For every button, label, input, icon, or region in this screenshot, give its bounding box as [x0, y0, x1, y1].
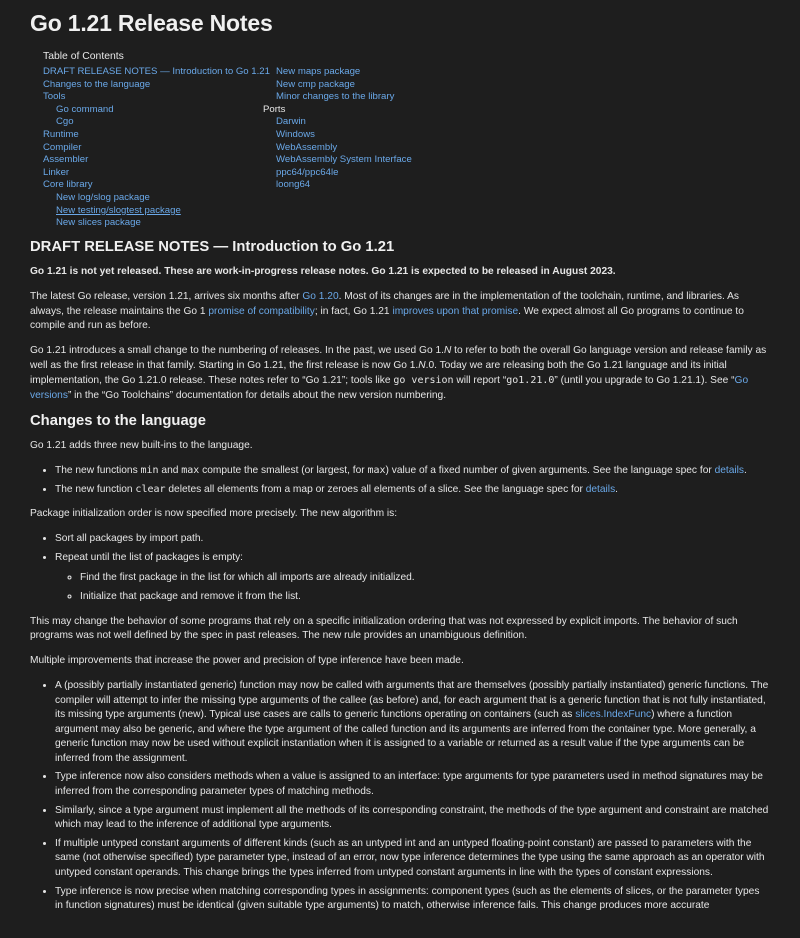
list-item: • Type inference now also considers methods when a value is assigned to an interface: type arguments for type parameters used in method signatures may be inferred from the corresponding parameter types of matching methods.: [55, 770, 770, 799]
list-item: ◦ Find the first package in the list for which all imports are already initialized.: [80, 571, 770, 586]
toc-link-linker[interactable]: Linker: [43, 166, 70, 178]
draft-notice: Go 1.21 is not yet released. These are work-in-progress release notes. Go 1.21 is expected to be released in August 2023.: [30, 266, 616, 277]
type-inference-list: [30, 679, 770, 914]
toc-link-tools[interactable]: Tools: [43, 91, 66, 103]
toc-link-log-slog[interactable]: New log/slog package: [56, 191, 150, 203]
toc-heading: Table of Contents: [43, 51, 124, 62]
list-item: • The new function clear deletes all elements from a map or zeroes all elements of a slice. See the language spec for details.: [55, 483, 770, 498]
intro-paragraph-2: Go 1.21 introduces a small change to the numbering of releases. In the past, we used Go 1.N to refer to both the overall Go language version and release family as well as the first release in that family. Starting in Go 1.21, the first release is now Go 1.N.0. Today we are releasing both the Go 1.21 language and its initial implementation, the Go 1.21.0 release. These notes refer to “Go 1.21”; tools like go version will report “go1.21.0” (until you upgrade to Go 1.21.1). See “Go versions” in the “Go Toolchains” documentation for details about the new version numbering.: [30, 345, 767, 401]
list-item: • The new functions min and max compute the smallest (or largest, for max) value of a fixed number of given arguments. See the language spec for details.: [55, 464, 770, 479]
toc-link-cgo[interactable]: Cgo: [56, 116, 74, 128]
toc-link-wasi[interactable]: WebAssembly System Interface: [276, 154, 412, 166]
toc-link-runtime[interactable]: Runtime: [43, 128, 79, 140]
intro-heading: DRAFT RELEASE NOTES — Introduction to Go 1.21: [30, 239, 395, 255]
table-of-contents: [43, 51, 770, 231]
toc-link-ppc64[interactable]: ppc64/ppc64le: [276, 166, 339, 178]
language-heading: Changes to the language: [30, 413, 206, 430]
page-title: Go 1.21 Release Notes: [30, 10, 273, 36]
toc-column-2: [263, 66, 412, 192]
builtins-intro: Go 1.21 adds three new built-ins to the language.: [30, 440, 253, 452]
toc-column-1: [43, 66, 270, 230]
slices-indexfunc-link[interactable]: slices.IndexFunc: [575, 709, 652, 721]
toc-link-slices[interactable]: New slices package: [56, 217, 141, 229]
list-item: ◦ Initialize that package and remove it from the list.: [80, 590, 770, 605]
toc-link-maps[interactable]: New maps package: [276, 66, 361, 77]
init-algorithm-list: [30, 532, 770, 604]
toc-link-minor-changes[interactable]: Minor changes to the library: [276, 91, 395, 103]
toc-link-darwin[interactable]: Darwin: [276, 116, 306, 128]
toc-link-go-command[interactable]: Go command: [56, 103, 114, 115]
list-item: • Sort all packages by import path.: [55, 532, 770, 547]
toc-link-slogtest[interactable]: New testing/slogtest package: [56, 204, 181, 216]
toc-link-language[interactable]: Changes to the language: [43, 78, 151, 90]
toc-link-windows[interactable]: Windows: [276, 128, 315, 140]
intro-paragraph-1: The latest Go release, version 1.21, arrives six months after Go 1.20. Most of its changes are in the implementation of the toolchain, runtime, and libraries. As always, the release maintains the Go 1 promise of compatibility; in fact, Go 1.21 improves upon that promise. We expect almost all Go programs to continue to compile and run as before.: [30, 290, 744, 332]
init-order-intro: Package initialization order is now specified more precisely. The new algorithm is:: [30, 508, 398, 520]
toc-link-cmp[interactable]: New cmp package: [276, 78, 355, 90]
toc-link-core-library[interactable]: Core library: [43, 179, 93, 191]
builtins-list: [30, 464, 770, 497]
toc-link-intro[interactable]: DRAFT RELEASE NOTES — Introduction to Go 1.21: [43, 66, 270, 77]
init-order-note: This may change the behavior of some programs that rely on a specific initialization ordering that was not expressed by explicit imports. The behavior of such programs was not well defined by the spec in past releases. The new rule provides an unambiguous definition.: [30, 615, 738, 642]
go-versions-link[interactable]: Go versions: [30, 374, 749, 401]
compat-promise-link[interactable]: promise of compatibility: [208, 305, 315, 317]
toc-link-assembler[interactable]: Assembler: [43, 154, 89, 166]
list-item: • A (possibly partially instantiated generic) function may now be called with arguments that are themselves (possibly partially instantiated) generic functions. The compiler will attempt to infer the missing type arguments of the callee (as before) and, for each argument that is a generic function that is not fully instantiated, its missing type arguments (new). Typical use cases are calls to generic functions operating on containers (such as slices.IndexFunc) where a function argument may also be generic, and where the type argument of the called function and its arguments are inferred from the container type. More generally, a generic function may now be used without explicit instantiation when it is assigned to a variable or returned as a result value if the type arguments can be inferred from the assignment.: [55, 679, 770, 767]
list-item: • Similarly, since a type argument must implement all the methods of its corresponding constraint, the methods of the type argument and constraint are matched which may lead to the inference of additional type arguments.: [55, 804, 770, 833]
minmax-details-link[interactable]: details: [714, 465, 745, 477]
go120-link[interactable]: Go 1.20: [302, 290, 339, 302]
toc-link-loong64[interactable]: loong64: [276, 179, 311, 191]
improves-promise-link[interactable]: improves upon that promise: [392, 305, 519, 317]
list-item: • Repeat until the list of packages is empty: ◦ Find the first package in the list for which all imports are already initialized. ◦ Initialize that package and remove it from the list.: [55, 551, 770, 605]
list-item: • Type inference is now precise when matching corresponding types in assignments: component types (such as the elements of slices, or the parameter types in function signatures) must be identical (given suitable type arguments) to match, otherwise inference fails. This change produces more accurate: [55, 885, 770, 914]
toc-link-webassembly[interactable]: WebAssembly: [276, 141, 338, 153]
toc-link-compiler[interactable]: Compiler: [43, 141, 82, 153]
clear-details-link[interactable]: details: [585, 483, 616, 495]
init-sub-list: [55, 571, 770, 604]
list-item: • If multiple untyped constant arguments of different kinds (such as an untyped int and an untyped floating-point constant) are passed to parameters with the same (not otherwise specified) type parameter type, instead of an error, now type inference determines the type using the same approach as an operator with untyped constant operands. This change brings the types inferred from untyped constant arguments in line with the types of constant expressions.: [55, 837, 770, 881]
toc-ports-heading: Ports: [263, 103, 286, 115]
type-inference-intro: Multiple improvements that increase the power and precision of type inference have been made.: [30, 655, 464, 667]
